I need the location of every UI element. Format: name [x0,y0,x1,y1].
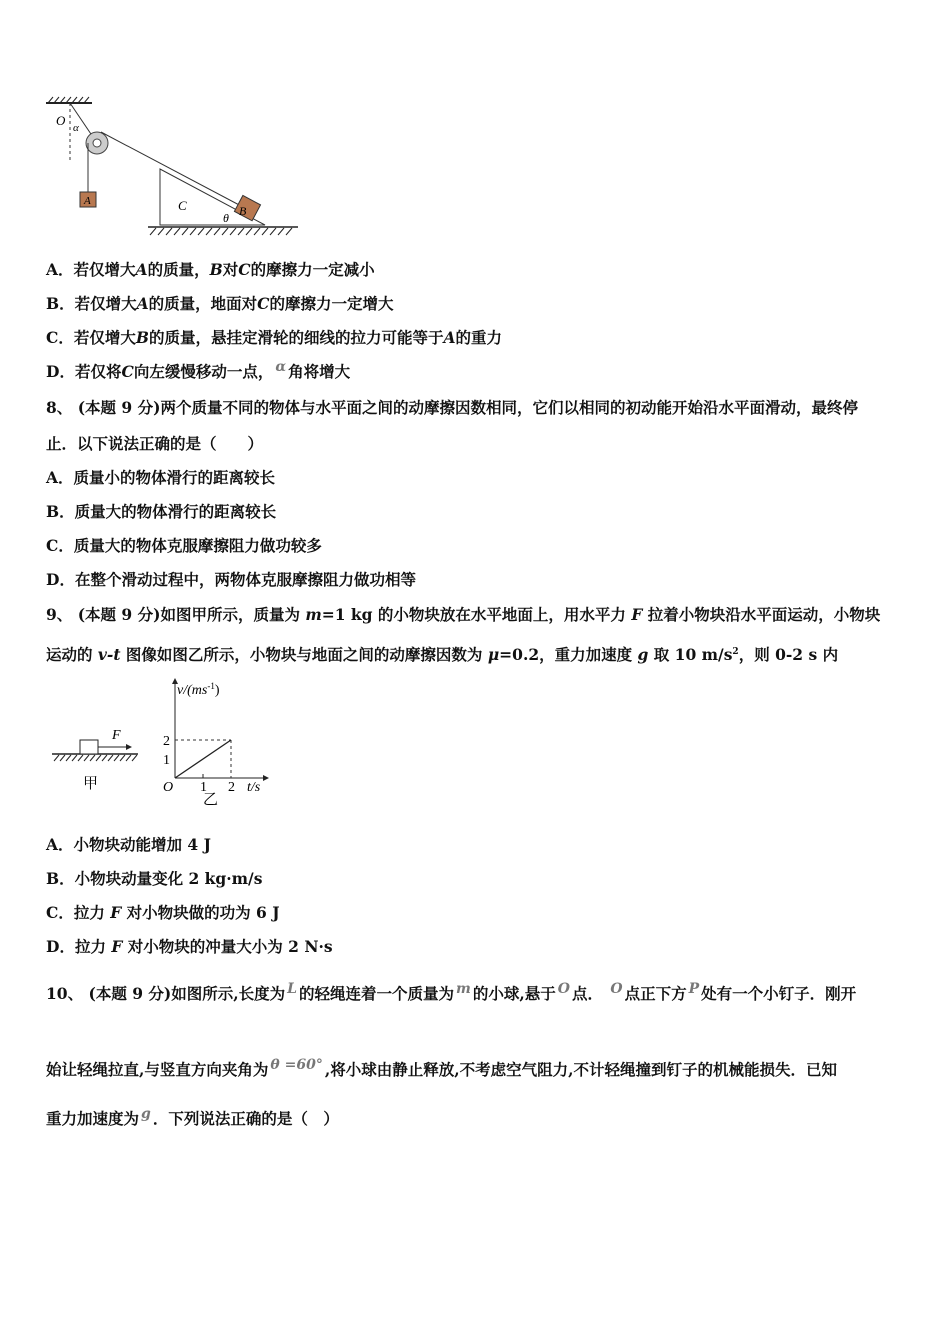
label-B: B [239,204,247,218]
label-jia: 甲 [83,776,99,792]
label-yi: 乙 [203,792,219,808]
vt-chart [155,678,275,810]
xlabel: t/s [247,780,261,795]
q7-option-d: D．若仅将C向左缓慢移动一点， α 角将增大 [46,359,351,381]
q7-option-b: B．若仅增大A的质量，地面对C的摩擦力一定增大 [46,294,394,313]
label-O: O [56,113,66,128]
label-theta: θ [223,211,229,225]
ylabel: $v/(ms^{-1})$ [177,681,220,698]
data-line [175,740,231,778]
q9-option-a: A．小物块动能增加 4 J [46,835,211,854]
q8-option-b: B．质量大的物体滑行的距离较长 [46,502,277,521]
q9-option-b: B．小物块动量变化 2 kg·m/s [46,869,263,888]
origin-label: O [163,780,174,795]
q8-option-c: C．质量大的物体克服摩擦阻力做功较多 [46,536,322,555]
xtick-label-2: 2 [228,780,235,795]
block-force-figure [46,720,146,800]
q9-option-d: D．拉力 F 对小物块的冲量大小为 2 N·s [46,937,333,956]
q10-stem-line2: 始让轻绳拉直,与竖直方向夹角为 θ =60° ,将小球由静止释放,不考虑空气阻力,不计轻绳撞到钉子的机械能损失．已知 [46,1057,838,1079]
q9-stem-line2: 运动的 v-t 图像如图乙所示，小物块与地面之间的动摩擦因数为 μ=0.2，重力加速度 g 取 10 $m/s^2$，则 0-2 s 内 [46,645,839,665]
q8-stem-line1: 8、 (本题 9 分)两个质量不同的物体与水平面之间的动摩擦因数相同，它们以相同的初动能开始沿水平面滑动，最终停 [46,398,858,417]
pulley-incline-figure [40,95,305,245]
q9-option-c: C．拉力 F 对小物块做的功为 6 J [46,903,280,922]
q8-stem-line2: 止．以下说法正确的是（ ） [46,434,264,453]
label-F: F [112,728,121,743]
label-A: A [84,195,91,207]
ytick-label-1: 1 [163,753,170,768]
q10-stem-line3: 重力加速度为 g ．下列说法正确的是（ ） [46,1106,339,1128]
q8-option-d: D．在整个滑动过程中，两物体克服摩擦阻力做功相等 [46,570,416,589]
xtick-label-1: 1 [200,780,207,795]
q7-option-c: C．若仅增大B的质量，悬挂定滑轮的细线的拉力可能等于A的重力 [46,328,503,347]
label-alpha: α [73,122,79,134]
q9-stem-line1: 9、 (本题 9 分)如图甲所示，质量为 m=1 kg 的小物块放在水平地面上，用水平力 F 拉着小物块沿水平面运动，小物块 [46,605,881,624]
q8-option-a: A．质量小的物体滑行的距离较长 [46,468,276,487]
q10-stem-line1: 10、 (本题 9 分)如图所示,长度为 L 的轻绳连着一个质量为 m 的小球,悬于 O 点． O 点正下方 P 处有一个小钉子．刚开 [46,981,857,1003]
label-C: C [178,198,187,213]
q7-option-a: A．若仅增大A的质量，B对C的摩擦力一定减小 [46,260,375,279]
ytick-label-2: 2 [163,734,170,749]
